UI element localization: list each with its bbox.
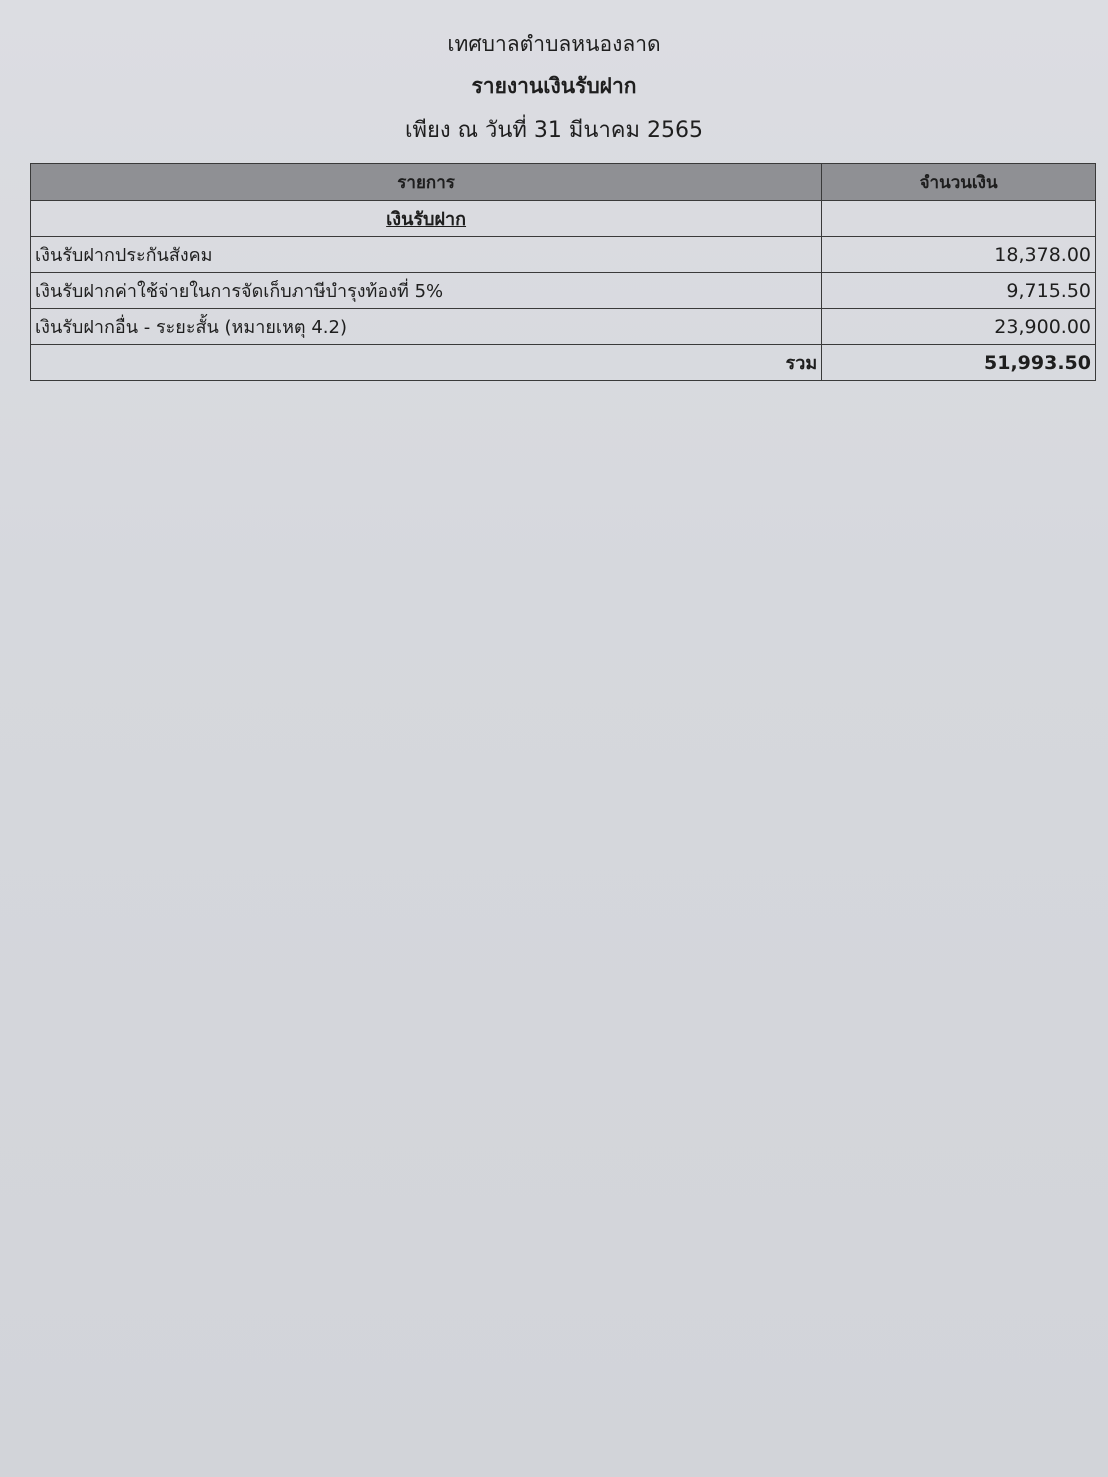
total-row bbox=[31, 345, 1096, 381]
total-amount: 51,993.50 bbox=[822, 345, 1096, 381]
table-row bbox=[31, 273, 1096, 309]
row-amount: 23,900.00 bbox=[822, 309, 1096, 345]
section-amount-cell bbox=[822, 201, 1096, 237]
table-row bbox=[31, 309, 1096, 345]
row-item: เงินรับฝากค่าใช้จ่ายในการจัดเก็บภาษีบำรุงท้องที่ 5% bbox=[31, 273, 822, 309]
section-row bbox=[31, 201, 1096, 237]
deposits-table bbox=[30, 163, 1096, 381]
section-label: เงินรับฝาก bbox=[31, 201, 822, 237]
report-title: รายงานเงินรับฝาก bbox=[471, 74, 637, 98]
table-row bbox=[31, 237, 1096, 273]
row-item: เงินรับฝากประกันสังคม bbox=[31, 237, 822, 273]
column-header-amount: จำนวนเงิน bbox=[822, 164, 1096, 201]
report-date: เพียง ณ วันที่ 31 มีนาคม 2565 bbox=[404, 118, 704, 143]
total-label: รวม bbox=[31, 345, 822, 381]
column-header-item: รายการ bbox=[31, 164, 822, 201]
organization-name: เทศบาลตำบลหนองลาด bbox=[447, 32, 661, 56]
row-amount: 18,378.00 bbox=[822, 237, 1096, 273]
row-item: เงินรับฝากอื่น - ระยะสั้น (หมายเหตุ 4.2) bbox=[31, 309, 822, 345]
row-amount: 9,715.50 bbox=[822, 273, 1096, 309]
table-header-row bbox=[31, 164, 1096, 201]
